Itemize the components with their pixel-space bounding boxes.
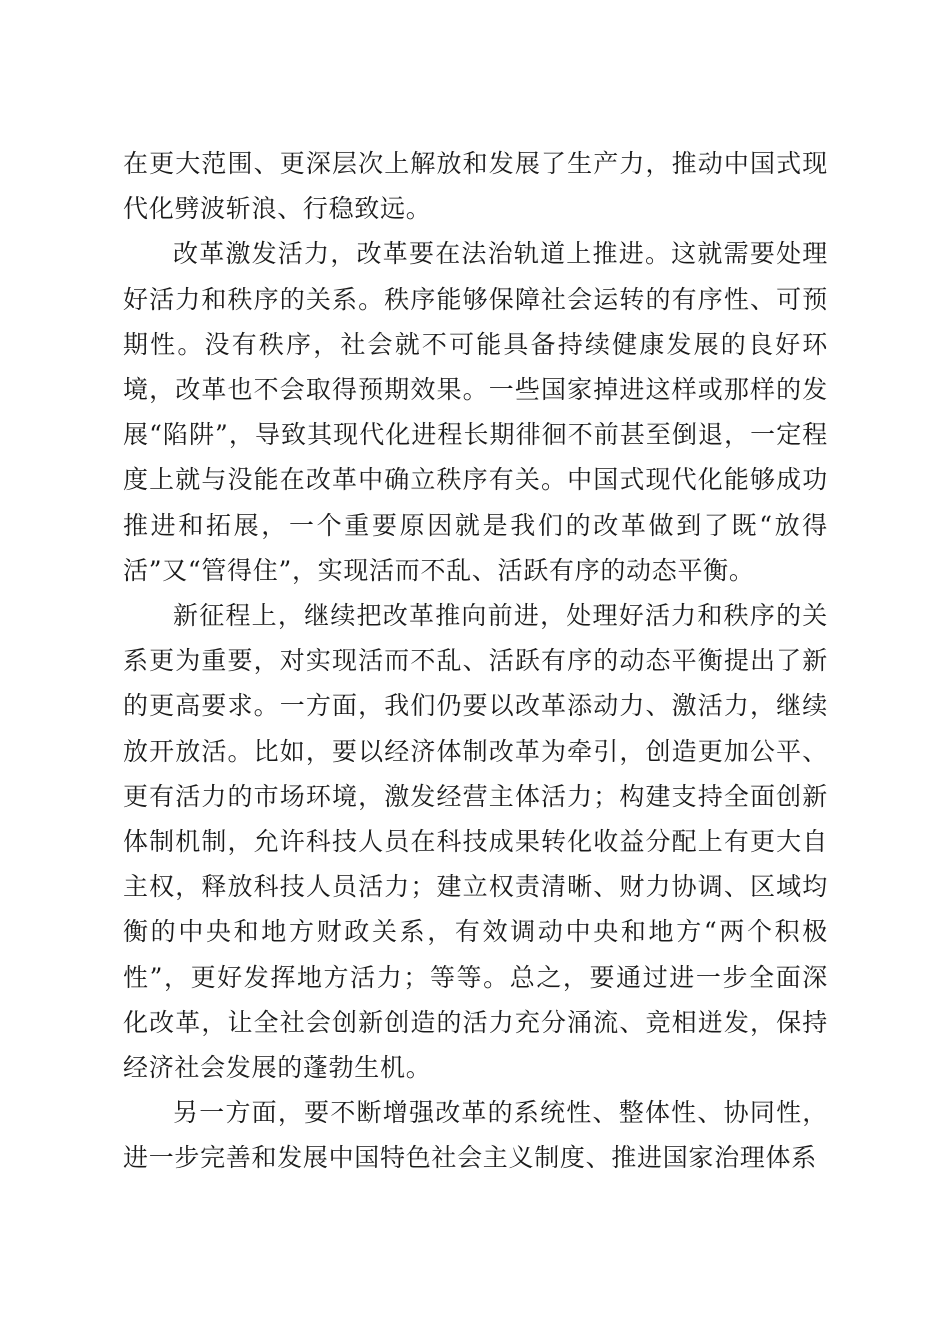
- article-body: [123, 141, 828, 1181]
- paragraph-3: 新征程上，继续把改革推向前进，处理好活力和秩序的关系更为重要，对实现活而不乱、活跃有序的动态平衡提出了新的更高要求。一方面，我们仍要以改革添动力、激活力，继续放开放活。比如，要以经济体制改革为牵引，创造更加公平、更有活力的市场环境，激发经营主体活力；构建支持全面创新体制机制，允许科技人员在科技成果转化收益分配上有更大自主权，释放科技人员活力；建立权责清晰、财力协调、区域均衡的中央和地方财政关系，有效调动中央和地方“两个积极性”，更好发挥地方活力；等等。总之，要通过进一步全面深化改革，让全社会创新创造的活力充分涌流、竞相迸发，保持经济社会发展的蓬勃生机。: [123, 601, 828, 1083]
- paragraph-4: 另一方面，要不断增强改革的系统性、整体性、协同性，进一步完善和发展中国特色社会主义制度、推进国家治理体系: [123, 1098, 828, 1173]
- paragraph-2: 改革激发活力，改革要在法治轨道上推进。这就需要处理好活力和秩序的关系。秩序能够保障社会运转的有序性、可预期性。没有秩序，社会就不可能具备持续健康发展的良好环境，改革也不会取得预期效果。一些国家掉进这样或那样的发展“陷阱”，导致其现代化进程长期徘徊不前甚至倒退，一定程度上就与没能在改革中确立秩序有关。中国式现代化能够成功推进和拓展，一个重要原因就是我们的改革做到了既“放得活”又“管得住”，实现活而不乱、活跃有序的动态平衡。: [123, 239, 828, 585]
- paragraph-1: 在更大范围、更深层次上解放和发展了生产力，推动中国式现代化劈波斩浪、行稳致远。: [123, 149, 828, 224]
